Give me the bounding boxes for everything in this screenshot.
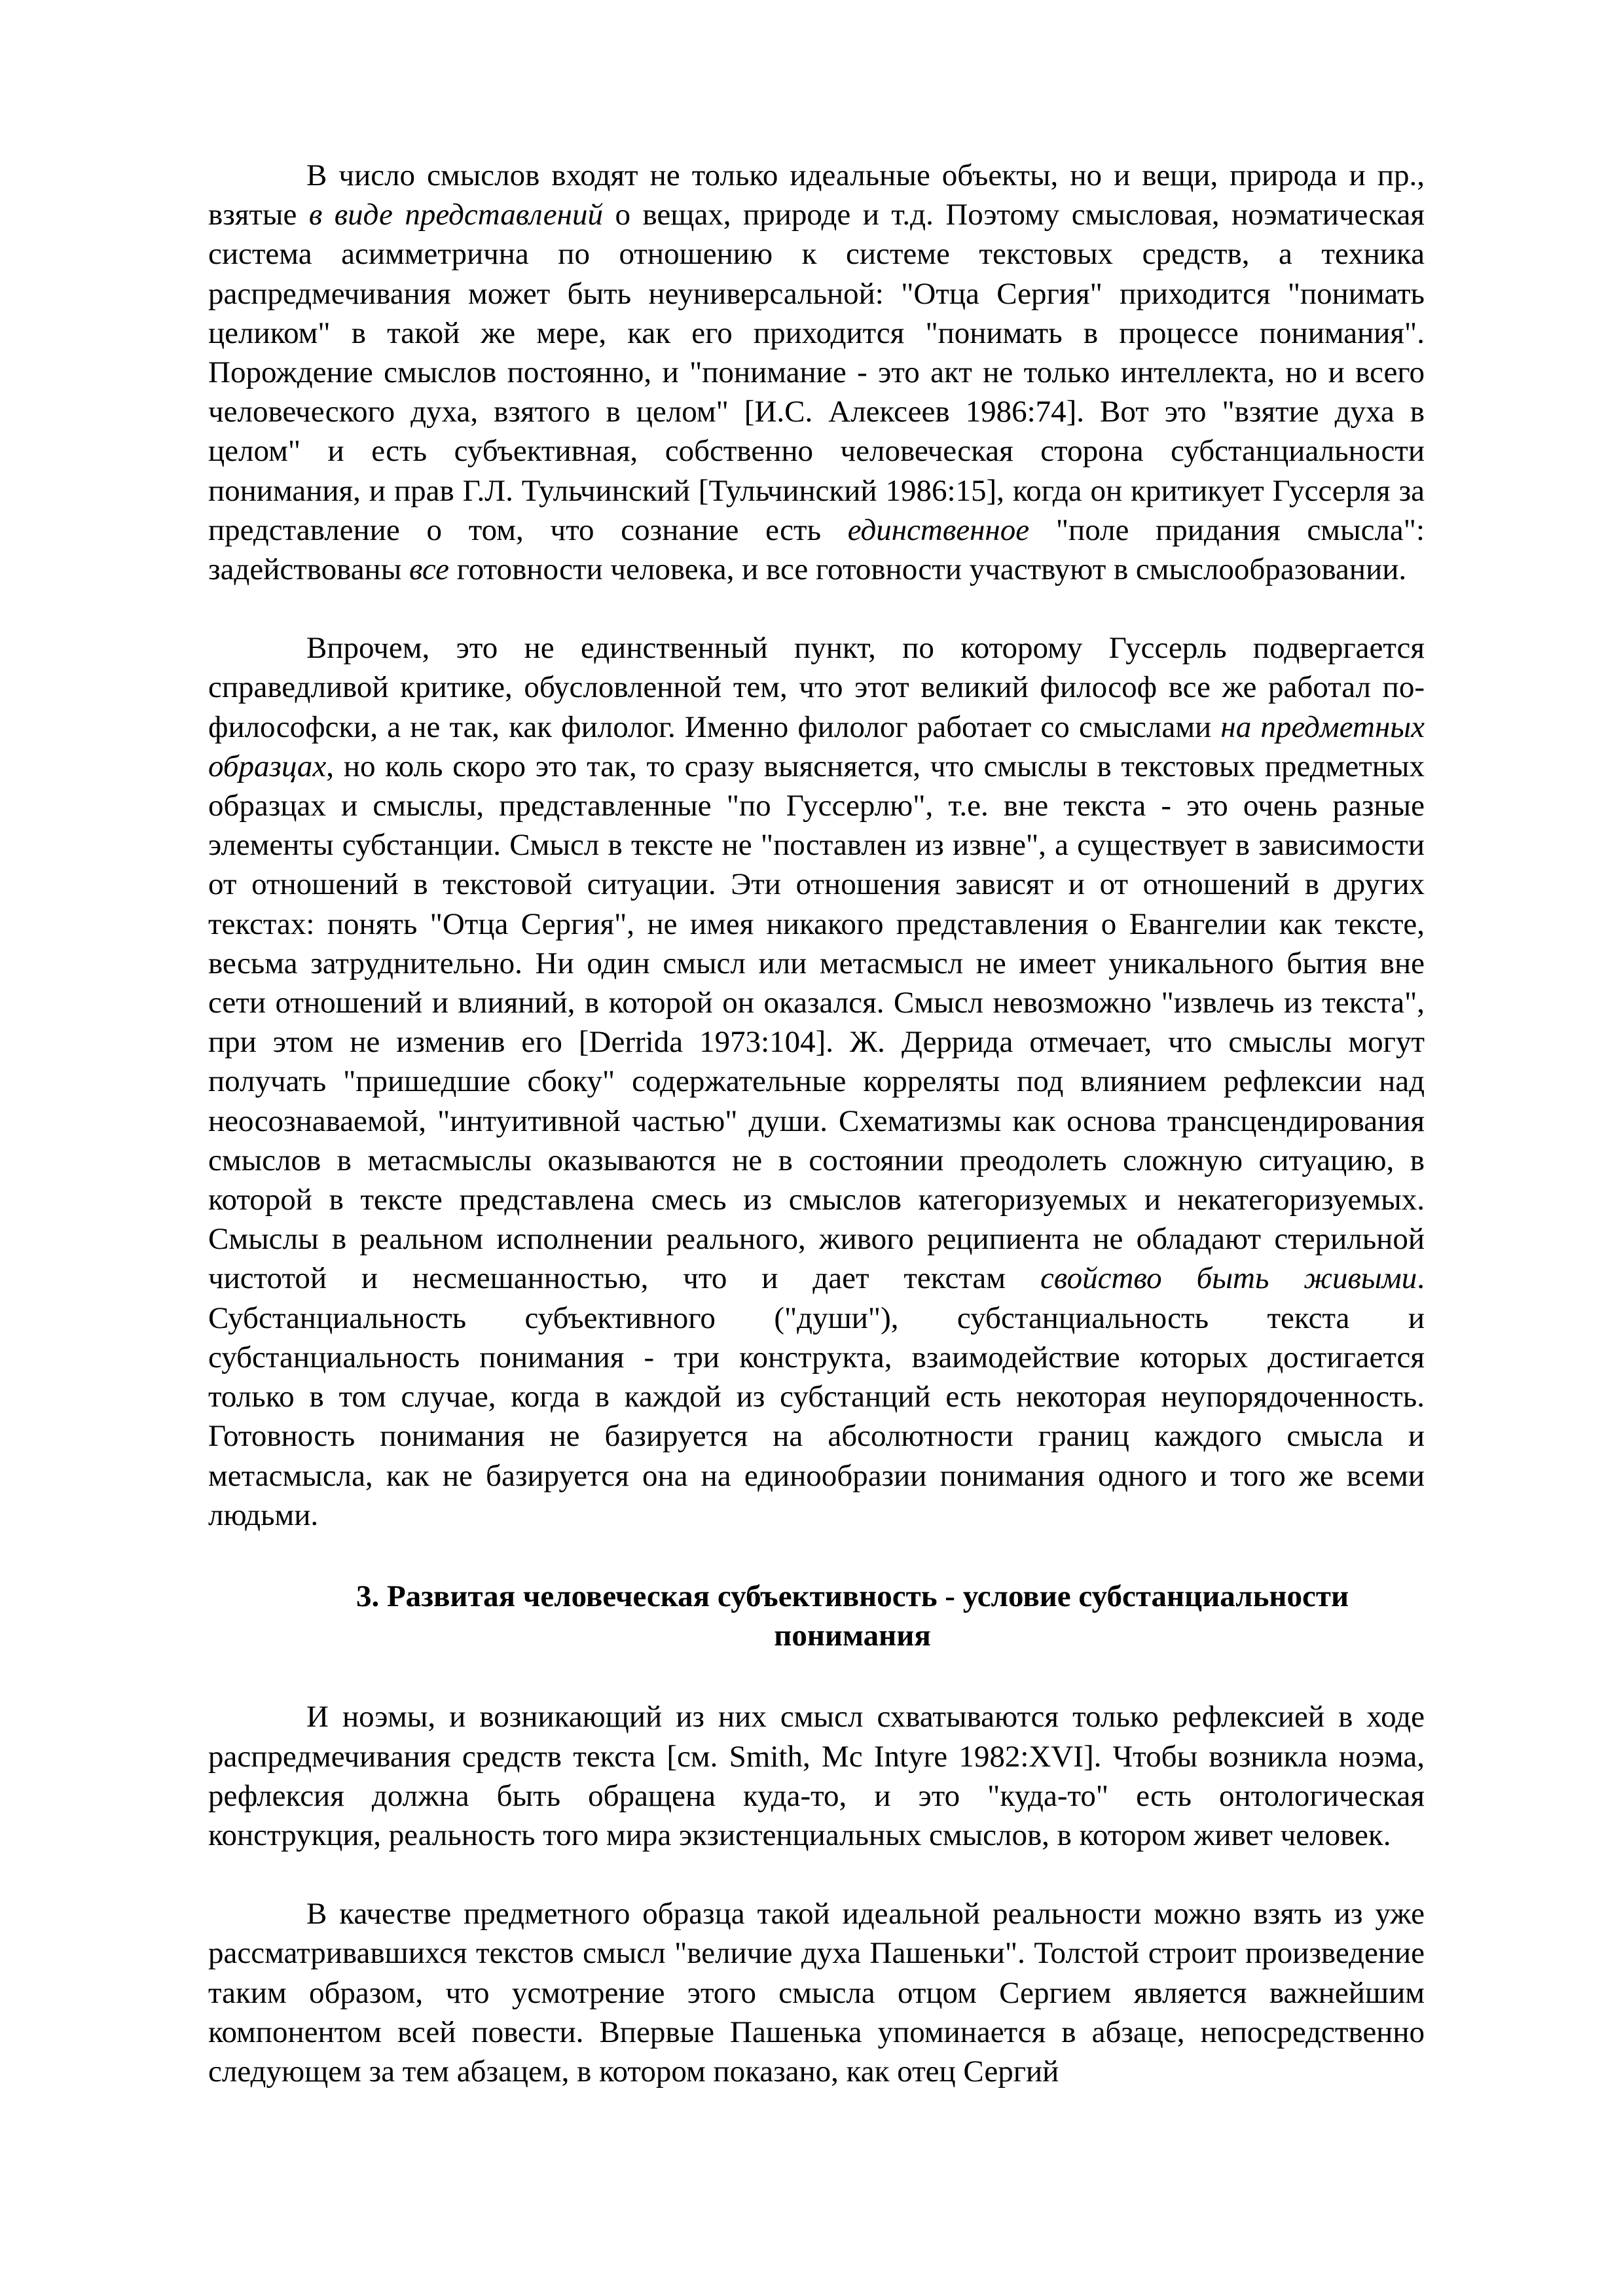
document-page bbox=[208, 156, 1425, 2091]
paragraph-3 bbox=[208, 1697, 1425, 1855]
text-run: Впрочем, это не единственный пункт, по которому Гуссерль подвергается справедливой критике, обусловленной тем, что этот великий философ все же работал по-философски, а не так, как филолог. Именно филолог работает со смыслами bbox=[208, 631, 1425, 744]
text-run: В качестве предметного образца такой идеальной реальности можно взять из уже рассматривавшихся текстов смысл "величие духа Пашеньки". Толстой строит произведение таким образом, что усмотрение этого смысла отцом Сергием является важнейшим компонентом всей повести. Впервые Пашенька упоминается в абзаце, непосредственно следующем за тем абзацем, в котором показано, как отец Сергий bbox=[208, 1897, 1425, 2089]
text-run: "поле придания смысла": задействованы bbox=[208, 512, 1425, 587]
italic-run: в виде представлений bbox=[308, 198, 603, 232]
paragraph-1 bbox=[208, 156, 1425, 589]
text-run: . Субстанциальность субъективного ("души"), субстанциальность текста и субстанциальность понимания - три конструкта, взаимодействие которых достигается только в том случае, когда в каждой из субстанций есть некоторая неупорядоченность. Готовность понимания не базируется на абсолютности границ каждого смысла и метасмысла, как не базируется она на единообразии понимания одного и того же всеми людьми. bbox=[208, 1261, 1425, 1532]
text-run: В число смыслов входят не только идеальные объекты, но и вещи, природа и пр., взятые bbox=[208, 158, 1425, 232]
italic-run: на предметных образцах bbox=[208, 709, 1425, 783]
paragraph-2 bbox=[208, 628, 1425, 1535]
text-run: , но коль скоро это так, то сразу выясняется, что смыслы в текстовых предметных образцах и смыслы, представленные "по Гуссерлю", т.е. вне текста - это очень разные элементы субстанции. Смысл в тексте не "поставлен из извне", а существует в зависимости от отношений в текстовой ситуации. Эти отношения зависят и от отношений в других текстах: понять "Отца Сергия", не имея никакого представления о Евангелии как тексте, весьма затруднительно. Ни один смысл или метасмысл не имеет уникального бытия вне сети отношений и влияний, в которой он оказался. Смысл невозможно "извлечь из текста", при этом не изменив его [Derrida 1973:104]. Ж. Деррида отмечает, что смыслы могут получать "пришедшие сбоку" содержательные корреляты под влиянием рефлексии над неосознаваемой, "интуитивной частью" души. Схематизмы как основа трансцендирования смыслов в метасмыслы оказываются не в состоянии преодолеть сложную ситуацию, в которой в тексте представлена смесь из смыслов категоризуемых и некатегоризуемых. Смыслы в реальном исполнении реального, живого реципиента не обладают стерильной чистотой и несмешанностью, что и дает текстам bbox=[208, 749, 1425, 1296]
paragraph-4 bbox=[208, 1894, 1425, 2091]
italic-run: единственное bbox=[847, 512, 1030, 547]
italic-run: все bbox=[409, 552, 449, 587]
section-heading bbox=[208, 1577, 1425, 1655]
text-run: И ноэмы, и возникающий из них смысл схватываются только рефлексией в ходе распредмечивания средств текста [см. Smith, Mc Intyre 1982:XVI]. Чтобы возникла ноэма, рефлексия должна быть обращена куда-то, и это "куда-то" есть онтологическая конструкция, реальность того мира экзистенциальных смыслов, в котором живет человек. bbox=[208, 1700, 1425, 1852]
italic-run: свойство быть живыми bbox=[1040, 1261, 1417, 1296]
text-run: о вещах, природе и т.д. Поэтому смысловая, ноэматическая система асимметрична по отношению к системе текстовых средств, а техника распредмечивания может быть неуниверсальной: "Отца Сергия" приходится "понимать целиком" в такой же мере, как его приходится "понимать в процессе понимания". Порождение смыслов постоянно, и "понимание - это акт не только интеллекта, но и всего человеческого духа, взятого в целом" [И.С. Алексеев 1986:74]. Вот это "взятие духа в целом" и есть субъективная, собственно человеческая сторона субстанциальности понимания, и прав Г.Л. Тульчинский [Тульчинский 1986:15], когда он критикует Гуссерля за представление о том, что сознание есть bbox=[208, 198, 1425, 547]
text-run: готовности человека, и все готовности участвуют в смыслообразовании. bbox=[448, 552, 1407, 587]
section-heading-line-1: 3. Развитая человеческая субъективность - условие субстанциальности bbox=[356, 1579, 1349, 1613]
section-heading-line-2: понимания bbox=[774, 1619, 931, 1653]
